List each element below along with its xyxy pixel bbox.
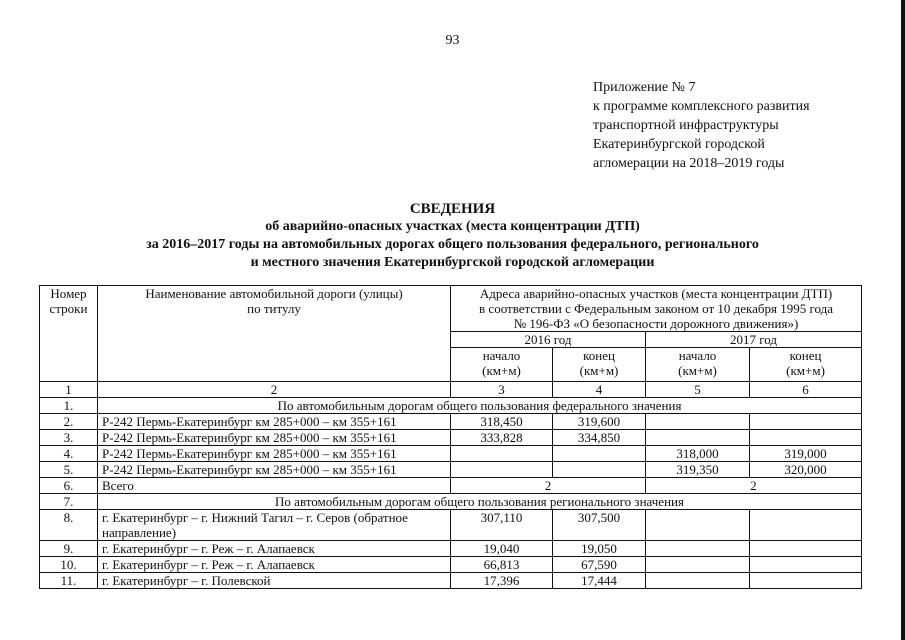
end-2016-cell: 67,590 <box>553 557 646 573</box>
table-row <box>40 478 862 494</box>
end-2016-cell <box>553 462 646 478</box>
road-name-cell: г. Екатеринбург – г. Реж – г. Алапаевск <box>98 557 451 573</box>
start-2017-cell <box>646 430 750 446</box>
header-addresses <box>451 286 862 332</box>
page-number: 93 <box>445 33 460 48</box>
column-number: 5 <box>646 382 750 398</box>
end-2017-cell <box>750 510 862 541</box>
table-row <box>40 446 862 462</box>
header-text: начало <box>482 348 521 363</box>
header-text: (км+м) <box>786 363 825 378</box>
start-2017-cell <box>646 541 750 557</box>
header-text: Наименование автомобильной дороги (улицы) <box>145 286 403 301</box>
start-2017-cell: 319,350 <box>646 462 750 478</box>
heading-line: и местного значения Екатеринбургской городской агломерации <box>250 255 655 270</box>
header-start-2016 <box>451 348 553 382</box>
header-text: в соответствии с Федеральным законом от 10 декабря 1995 года <box>479 301 834 316</box>
end-2016-cell <box>553 446 646 462</box>
section-title-cell: По автомобильным дорогам общего пользования федерального значения <box>98 398 862 414</box>
header-row-number <box>40 286 98 382</box>
header-text: конец <box>789 348 822 363</box>
road-name-cell: Р-242 Пермь-Екатеринбург км 285+000 – км 355+161 <box>98 430 451 446</box>
accident-sites-table <box>39 285 862 589</box>
road-name-cell: Р-242 Пермь-Екатеринбург км 285+000 – км 355+161 <box>98 462 451 478</box>
table-row <box>40 430 862 446</box>
header-start-2017 <box>646 348 750 382</box>
road-name-cell: г. Екатеринбург – г. Полевской <box>98 573 451 589</box>
row-number-cell: 10. <box>40 557 98 573</box>
header-text: (км+м) <box>482 363 521 378</box>
start-2016-cell: 318,450 <box>451 414 553 430</box>
header-text: Адреса аварийно-опасных участков (места концентрации ДТП) <box>479 286 833 301</box>
total-2017-cell: 2 <box>646 478 862 494</box>
header-end-2017 <box>750 348 862 382</box>
table-row <box>40 414 862 430</box>
header-text: строки <box>49 301 88 316</box>
end-2017-cell: 320,000 <box>750 462 862 478</box>
end-2016-cell: 17,444 <box>553 573 646 589</box>
table-row <box>40 541 862 557</box>
start-2016-cell: 17,396 <box>451 573 553 589</box>
section-title-cell: По автомобильным дорогам общего пользования регионального значения <box>98 494 862 510</box>
row-number-cell: 2. <box>40 414 98 430</box>
header-text: начало <box>678 348 717 363</box>
appendix-line: транспортной инфраструктуры <box>593 118 779 133</box>
row-number-cell: 9. <box>40 541 98 557</box>
appendix-line: к программе комплексного развития <box>593 99 810 114</box>
appendix-line: агломерации на 2018–2019 годы <box>593 156 785 171</box>
start-2017-cell <box>646 510 750 541</box>
start-2016-cell: 19,040 <box>451 541 553 557</box>
start-2017-cell <box>646 557 750 573</box>
scan-edge <box>901 0 905 640</box>
end-2016-cell: 334,850 <box>553 430 646 446</box>
road-name-cell: Р-242 Пермь-Екатеринбург км 285+000 – км 355+161 <box>98 446 451 462</box>
start-2017-cell <box>646 414 750 430</box>
heading-line: об аварийно-опасных участках (места концентрации ДТП) <box>265 219 640 234</box>
table-row <box>40 573 862 589</box>
end-2017-cell <box>750 414 862 430</box>
start-2016-cell: 333,828 <box>451 430 553 446</box>
row-number-cell: 4. <box>40 446 98 462</box>
document-heading <box>0 200 905 272</box>
end-2017-cell <box>750 573 862 589</box>
start-2017-cell <box>646 573 750 589</box>
row-number-cell: 8. <box>40 510 98 541</box>
end-2016-cell: 19,050 <box>553 541 646 557</box>
start-2016-cell: 66,813 <box>451 557 553 573</box>
column-number: 6 <box>750 382 862 398</box>
road-name-cell: г. Екатеринбург – г. Реж – г. Алапаевск <box>98 541 451 557</box>
header-text: Номер <box>50 286 87 301</box>
column-number-row <box>40 382 862 398</box>
appendix-line: Приложение № 7 <box>593 80 696 95</box>
start-2016-cell <box>451 462 553 478</box>
table-row <box>40 494 862 510</box>
end-2017-cell: 319,000 <box>750 446 862 462</box>
end-2017-cell <box>750 557 862 573</box>
header-text: (км+м) <box>678 363 717 378</box>
column-number: 2 <box>98 382 451 398</box>
total-2016-cell: 2 <box>451 478 646 494</box>
end-2017-cell <box>750 430 862 446</box>
header-text: по титулу <box>247 301 301 316</box>
row-number-cell: 7. <box>40 494 98 510</box>
row-number-cell: 1. <box>40 398 98 414</box>
end-2016-cell: 319,600 <box>553 414 646 430</box>
table-row <box>40 510 862 541</box>
appendix-line: Екатеринбургской городской <box>593 137 765 152</box>
row-number-cell: 6. <box>40 478 98 494</box>
end-2017-cell <box>750 541 862 557</box>
header-end-2016 <box>553 348 646 382</box>
header-text: № 196-ФЗ «О безопасности дорожного движения») <box>513 316 799 331</box>
row-number-cell: 11. <box>40 573 98 589</box>
start-2017-cell: 318,000 <box>646 446 750 462</box>
end-2016-cell: 307,500 <box>553 510 646 541</box>
row-number-cell: 5. <box>40 462 98 478</box>
column-number: 3 <box>451 382 553 398</box>
header-text: конец <box>583 348 615 363</box>
header-road-name <box>98 286 451 382</box>
table-header-row <box>40 286 862 332</box>
road-name-cell: Р-242 Пермь-Екатеринбург км 285+000 – км 355+161 <box>98 414 451 430</box>
header-year-2016: 2016 год <box>451 332 646 348</box>
appendix-block <box>593 78 873 173</box>
table-row <box>40 557 862 573</box>
column-number: 4 <box>553 382 646 398</box>
heading-line: за 2016–2017 годы на автомобильных дорогах общего пользования федерального, регионального <box>146 237 759 252</box>
header-year-2017: 2017 год <box>646 332 862 348</box>
header-text: (км+м) <box>579 363 619 378</box>
document-title: СВЕДЕНИЯ <box>409 201 496 217</box>
table-row <box>40 462 862 478</box>
row-number-cell: 3. <box>40 430 98 446</box>
column-number: 1 <box>40 382 98 398</box>
total-label-cell: Всего <box>98 478 451 494</box>
start-2016-cell: 307,110 <box>451 510 553 541</box>
road-name-cell: г. Екатеринбург – г. Нижний Тагил – г. Серов (обратное направление) <box>98 510 451 541</box>
start-2016-cell <box>451 446 553 462</box>
table-row <box>40 398 862 414</box>
